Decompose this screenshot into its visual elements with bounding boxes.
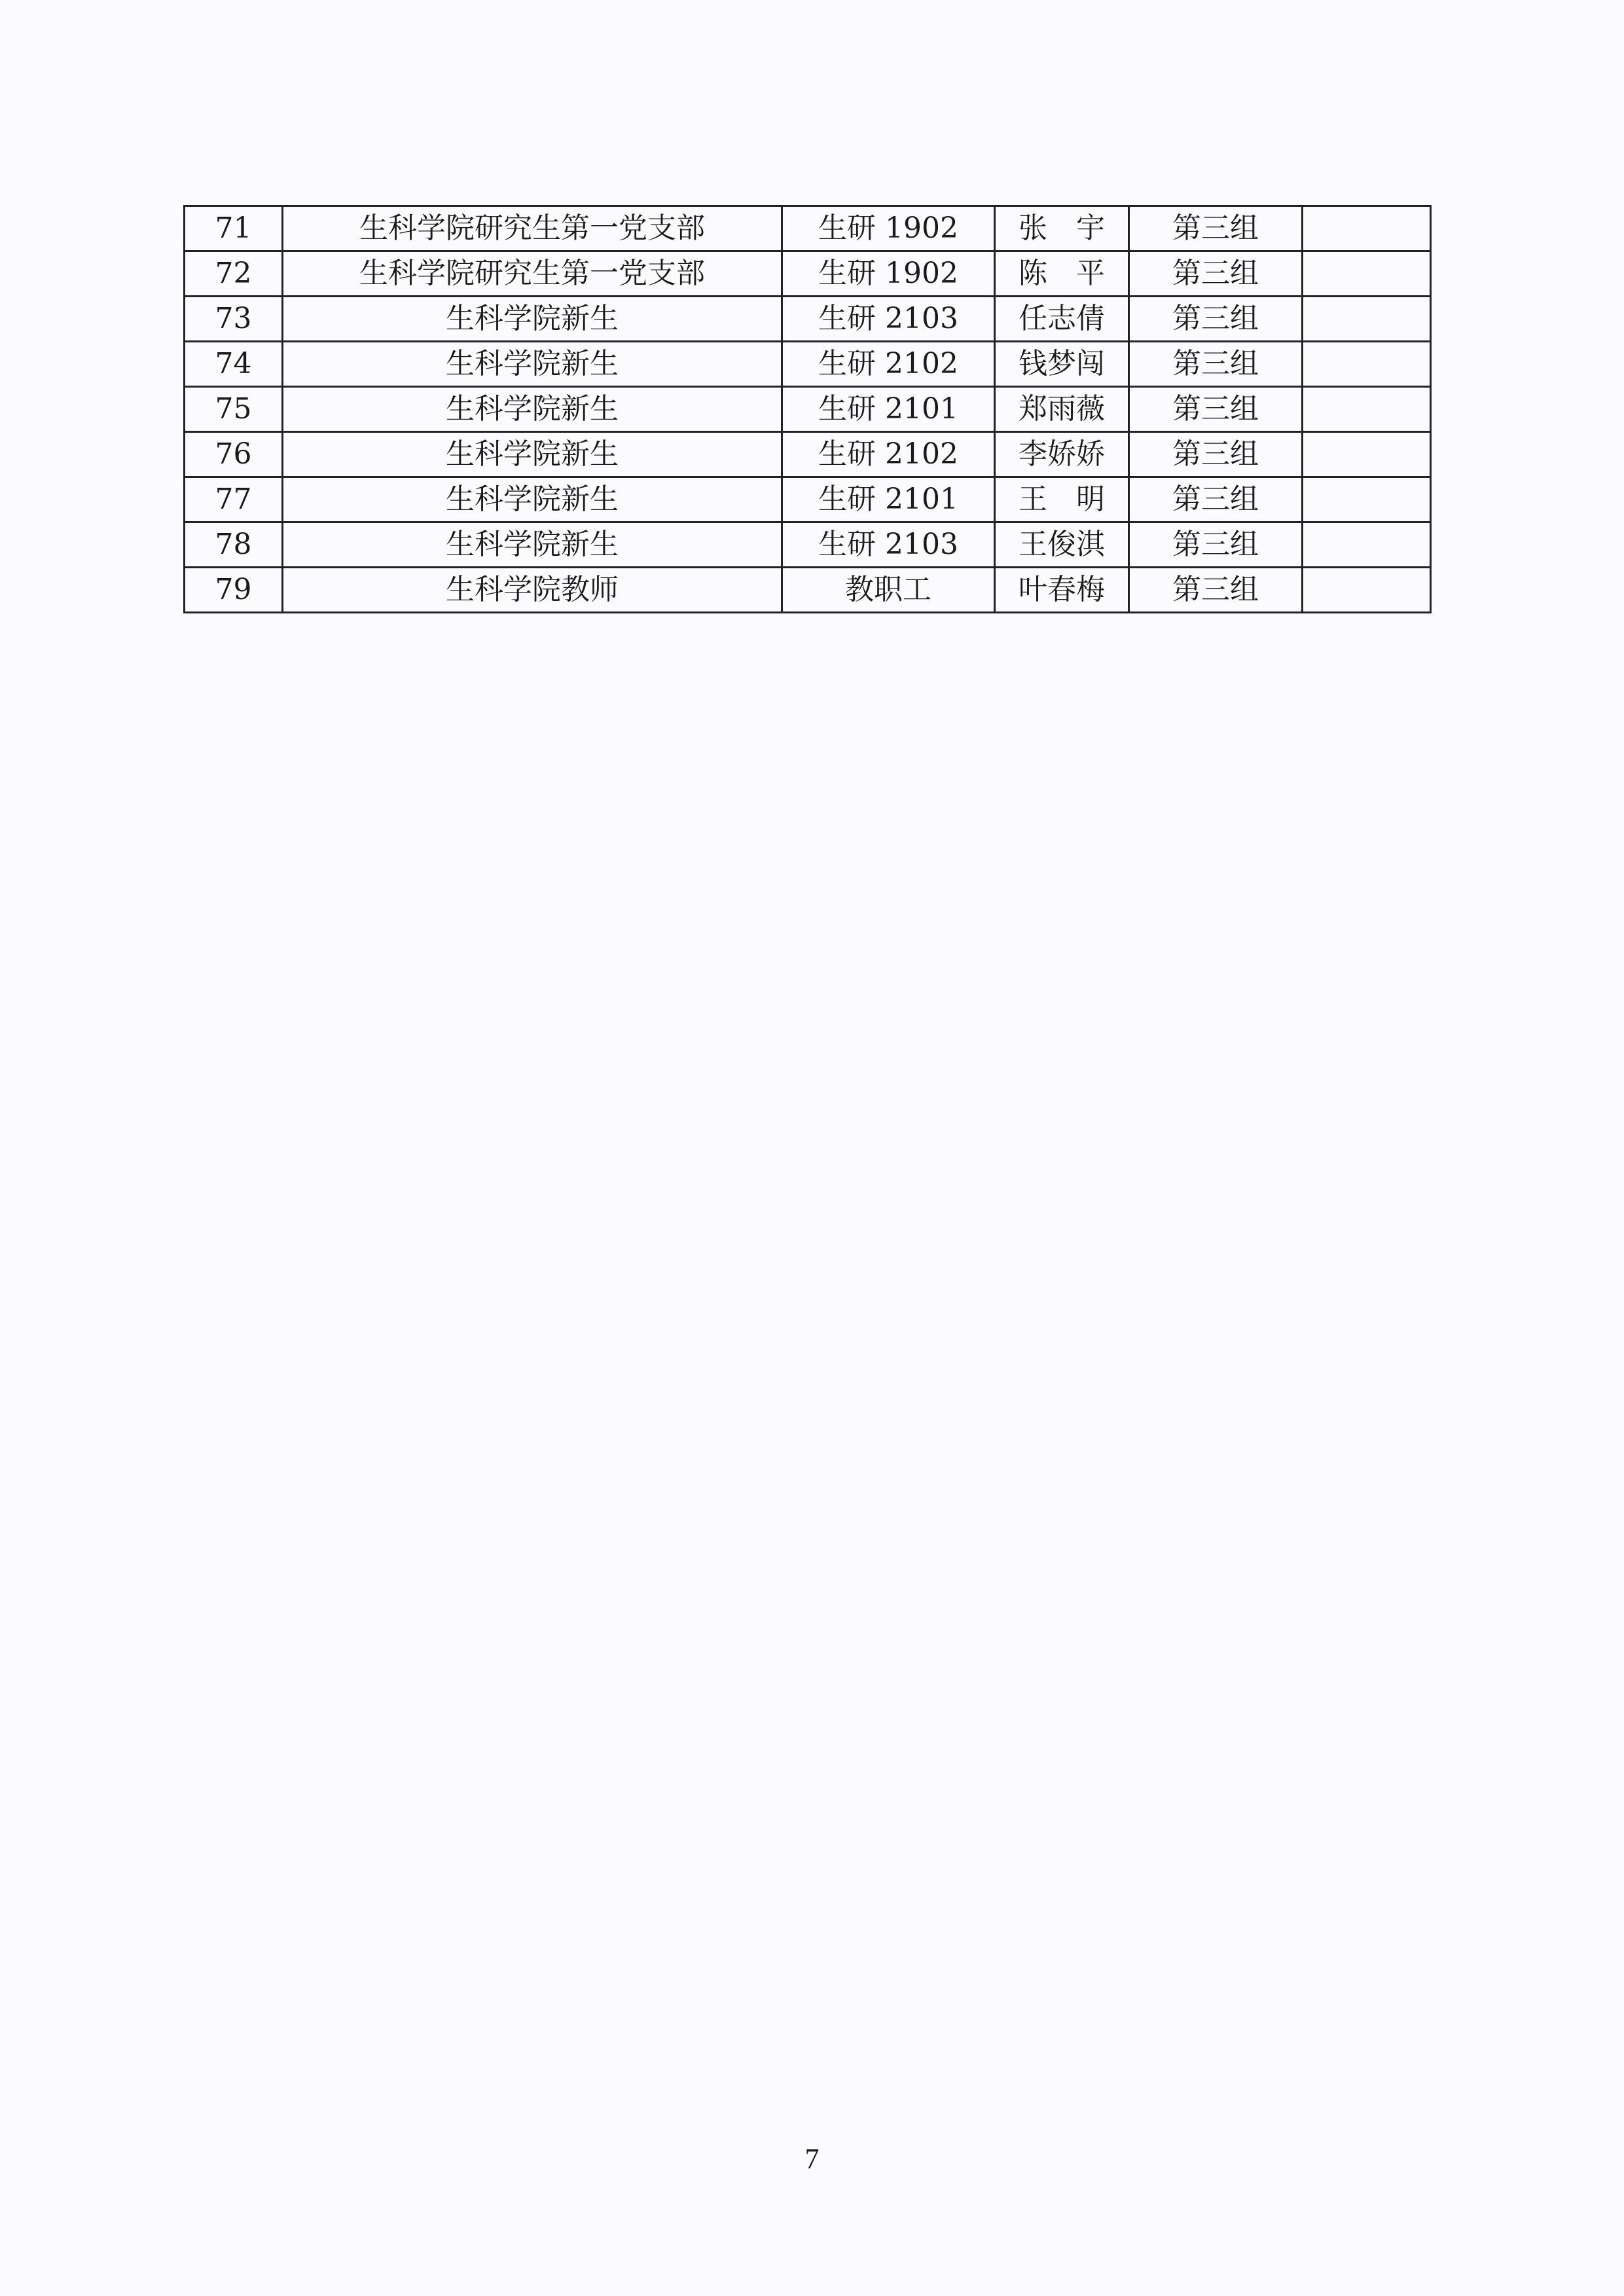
cell-name: 叶春梅 <box>995 568 1129 613</box>
cell-group: 第三组 <box>1129 342 1303 387</box>
cell-number: 75 <box>185 387 283 432</box>
cell-class: 生研 2101 <box>782 477 995 522</box>
cell-number: 71 <box>185 206 283 251</box>
roster-table <box>183 205 1432 613</box>
cell-name: 任志倩 <box>995 297 1129 342</box>
cell-group: 第三组 <box>1129 206 1303 251</box>
cell-note <box>1303 387 1431 432</box>
cell-note <box>1303 206 1431 251</box>
cell-class: 生研 2103 <box>782 522 995 568</box>
cell-name: 李娇娇 <box>995 432 1129 477</box>
cell-class: 生研 2102 <box>782 432 995 477</box>
cell-branch: 生科学院新生 <box>283 477 782 522</box>
table-row <box>185 477 1431 522</box>
cell-name: 张 宇 <box>995 206 1129 251</box>
cell-branch: 生科学院研究生第一党支部 <box>283 251 782 297</box>
cell-name: 王俊淇 <box>995 522 1129 568</box>
cell-group: 第三组 <box>1129 251 1303 297</box>
cell-note <box>1303 251 1431 297</box>
cell-branch: 生科学院新生 <box>283 342 782 387</box>
cell-class: 生研 2102 <box>782 342 995 387</box>
cell-class: 生研 2101 <box>782 387 995 432</box>
cell-name: 王 明 <box>995 477 1129 522</box>
cell-note <box>1303 297 1431 342</box>
cell-note <box>1303 568 1431 613</box>
table-row <box>185 568 1431 613</box>
table-row <box>185 522 1431 568</box>
cell-class: 生研 1902 <box>782 206 995 251</box>
cell-group: 第三组 <box>1129 522 1303 568</box>
cell-class: 教职工 <box>782 568 995 613</box>
cell-branch: 生科学院教师 <box>283 568 782 613</box>
cell-number: 78 <box>185 522 283 568</box>
page-number: 7 <box>804 2143 820 2175</box>
cell-note <box>1303 477 1431 522</box>
cell-branch: 生科学院新生 <box>283 522 782 568</box>
cell-branch: 生科学院新生 <box>283 297 782 342</box>
cell-class: 生研 2103 <box>782 297 995 342</box>
table-row <box>185 387 1431 432</box>
table-row <box>185 432 1431 477</box>
cell-group: 第三组 <box>1129 477 1303 522</box>
table-row <box>185 206 1431 251</box>
cell-class: 生研 1902 <box>782 251 995 297</box>
cell-group: 第三组 <box>1129 387 1303 432</box>
cell-group: 第三组 <box>1129 297 1303 342</box>
cell-number: 73 <box>185 297 283 342</box>
cell-name: 陈 平 <box>995 251 1129 297</box>
cell-name: 钱梦闯 <box>995 342 1129 387</box>
cell-note <box>1303 342 1431 387</box>
cell-branch: 生科学院研究生第一党支部 <box>283 206 782 251</box>
cell-number: 79 <box>185 568 283 613</box>
cell-number: 72 <box>185 251 283 297</box>
cell-group: 第三组 <box>1129 432 1303 477</box>
cell-number: 76 <box>185 432 283 477</box>
cell-number: 77 <box>185 477 283 522</box>
table-row <box>185 342 1431 387</box>
table-row <box>185 297 1431 342</box>
cell-number: 74 <box>185 342 283 387</box>
cell-group: 第三组 <box>1129 568 1303 613</box>
cell-note <box>1303 522 1431 568</box>
cell-name: 郑雨薇 <box>995 387 1129 432</box>
table-row <box>185 251 1431 297</box>
cell-branch: 生科学院新生 <box>283 387 782 432</box>
cell-note <box>1303 432 1431 477</box>
cell-branch: 生科学院新生 <box>283 432 782 477</box>
